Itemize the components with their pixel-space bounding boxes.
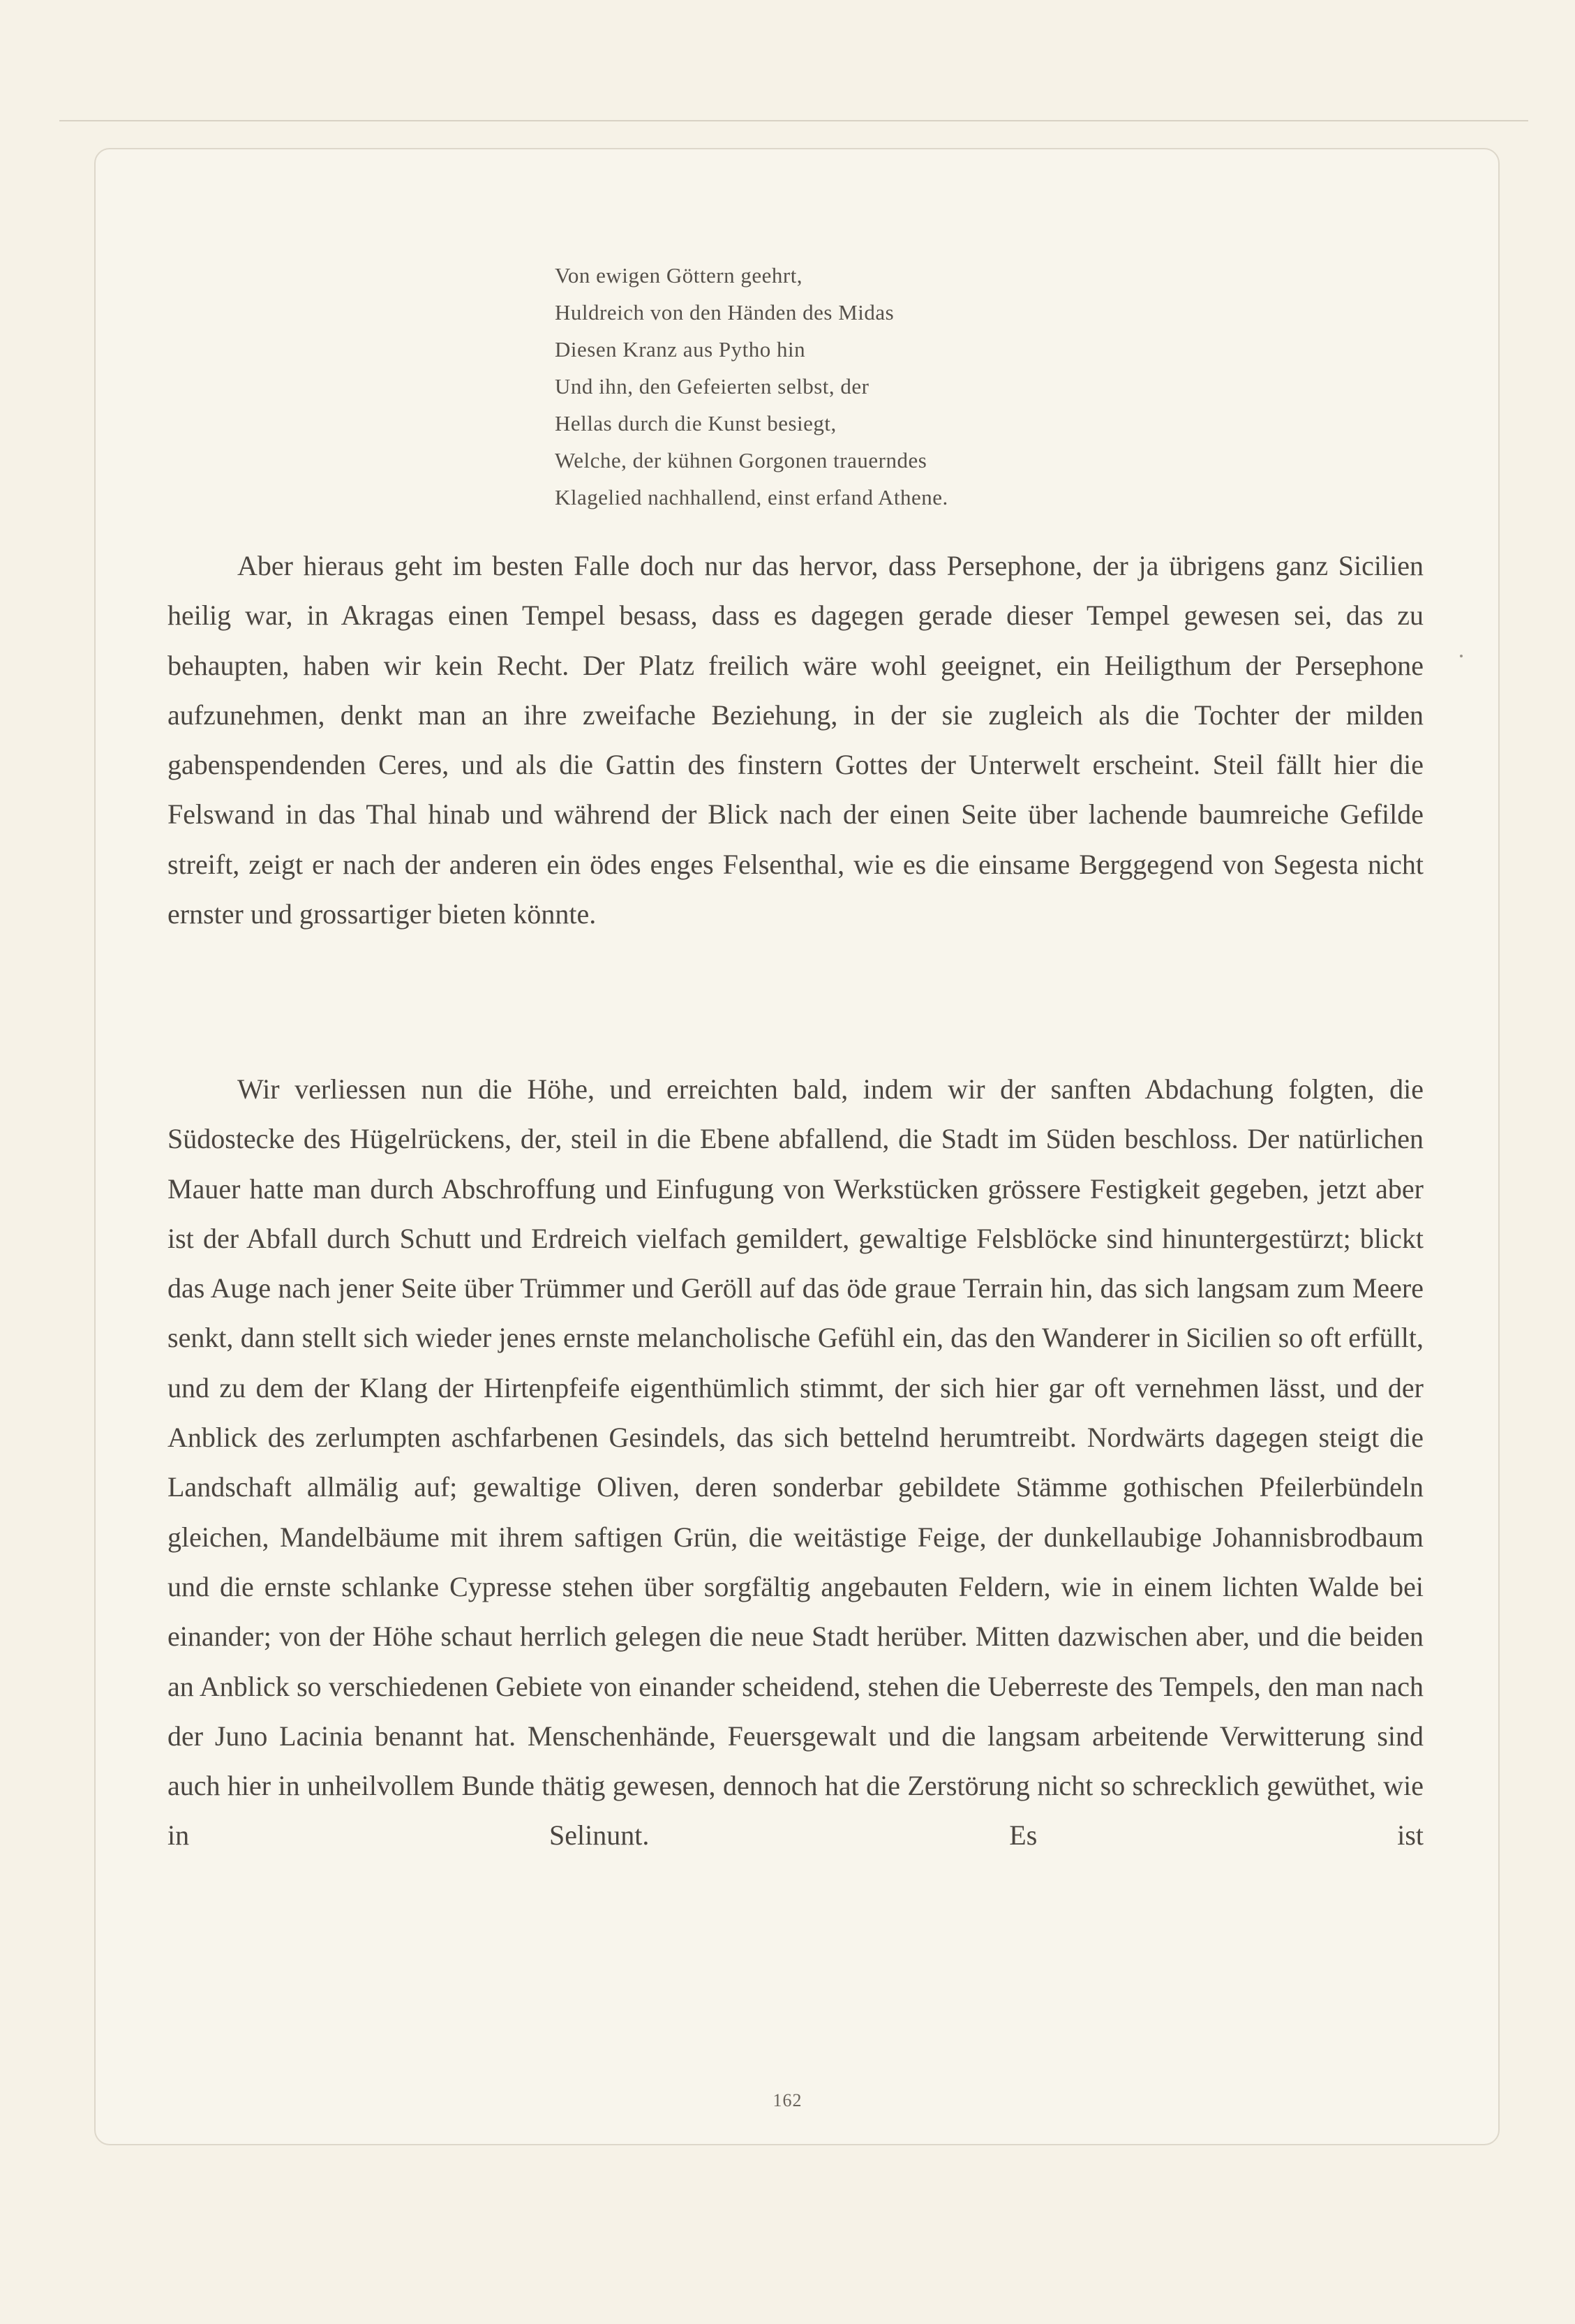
poem-line: Von ewigen Göttern geehrt,: [555, 263, 803, 288]
body-paragraph-2: Wir verliessen nun die Höhe, und erreichten bald, indem wir der sanften Abdachung folgten, die Südostecke des Hügelrückens, der, steil in die Ebene abfallend, die Stadt im Süden beschloss. Der natürlichen Mauer hatte man durch Abschroffung und Einfugung von Werkstücken grössere Festigkeit gegeben, jetzt aber ist der Abfall durch Schutt und Erdreich vielfach gemildert, gewaltige Felsblöcke sind hinuntergestürzt; blickt das Auge nach jener Seite über Trümmer und Geröll auf das öde graue Terrain hin, das sich langsam zum Meere senkt, dann stellt sich wieder jenes ernste melancholische Gefühl ein, das den Wanderer in Sicilien so oft erfüllt, und zu dem der Klang der Hirtenpfeife eigenthümlich stimmt, der sich hier gar oft vernehmen lässt, und der Anblick des zerlumpten aschfarbenen Gesindels, das sich bettelnd herumtreibt. Nordwärts dagegen steigt die Landschaft allmälig auf; gewaltige Oliven, deren sonderbar gebildete Stämme gothischen Pfeilerbündeln gleichen, Mandelbäume mit ihrem saftigen Grün, die weitästige Feige, der dunkellaubige Johannisbrodbaum und die ernste schlanke Cypresse stehen über sorgfältig angebauten Feldern, wie in einem lichten Walde bei einander; von der Höhe schaut herrlich gelegen die neue Stadt herüber. Mitten dazwischen aber, und die beiden an Anblick so verschiedenen Gebiete von einander scheidend, stehen die Ueberreste des Tempels, den man nach der Juno Lacinia benannt hat. Menschenhände, Feuersgewalt und die langsam arbeitende Verwitterung sind auch hier in unheilvollem Bunde thätig gewesen, dennoch hat die Zerstörung nicht so schrecklich gewüthet, wie in Selinunt. Es ist: [167, 1073, 1424, 1852]
poem-line: Hellas durch die Kunst besiegt,: [555, 411, 837, 435]
outer-rule: [59, 120, 1528, 121]
page-number: 162: [772, 2090, 803, 2110]
body-paragraph-1: Aber hieraus geht im besten Falle doch nur das hervor, dass Persephone, der ja übrigens ganz Sicilien heilig war, in Akragas einen Tempel besass, dass es dagegen gerade dieser Tempel gewesen sei, das zu behaupten, haben wir kein Recht. Der Platz freilich wäre wohl geeignet, ein Heiligthum der Persephone aufzunehmen, denkt man an ihre zweifache Beziehung, in der sie zugleich als die Tochter der milden gabenspendenden Ceres, und als die Gattin des finstern Gottes der Unterwelt erscheint. Steil fällt hier die Felswand in das Thal hinab und während der Blick nach der einen Seite über lachende baumreiche Gefilde streift, zeigt er nach der anderen ein ödes enges Felsenthal, wie es die einsame Berggegend von Segesta nicht ernster und grossartiger bieten könnte.: [167, 550, 1424, 930]
poem-block: [555, 257, 1322, 516]
poem-line: Und ihn, den Gefeierten selbst, der: [555, 374, 869, 398]
paper-speck: [1460, 655, 1463, 657]
poem-line: Klagelied nachhallend, einst erfand Athene.: [555, 485, 948, 509]
poem-line: Welche, der kühnen Gorgonen trauerndes: [555, 448, 927, 472]
poem-line: Diesen Kranz aus Pytho hin: [555, 337, 806, 362]
poem-line: Huldreich von den Händen des Midas: [555, 300, 895, 325]
